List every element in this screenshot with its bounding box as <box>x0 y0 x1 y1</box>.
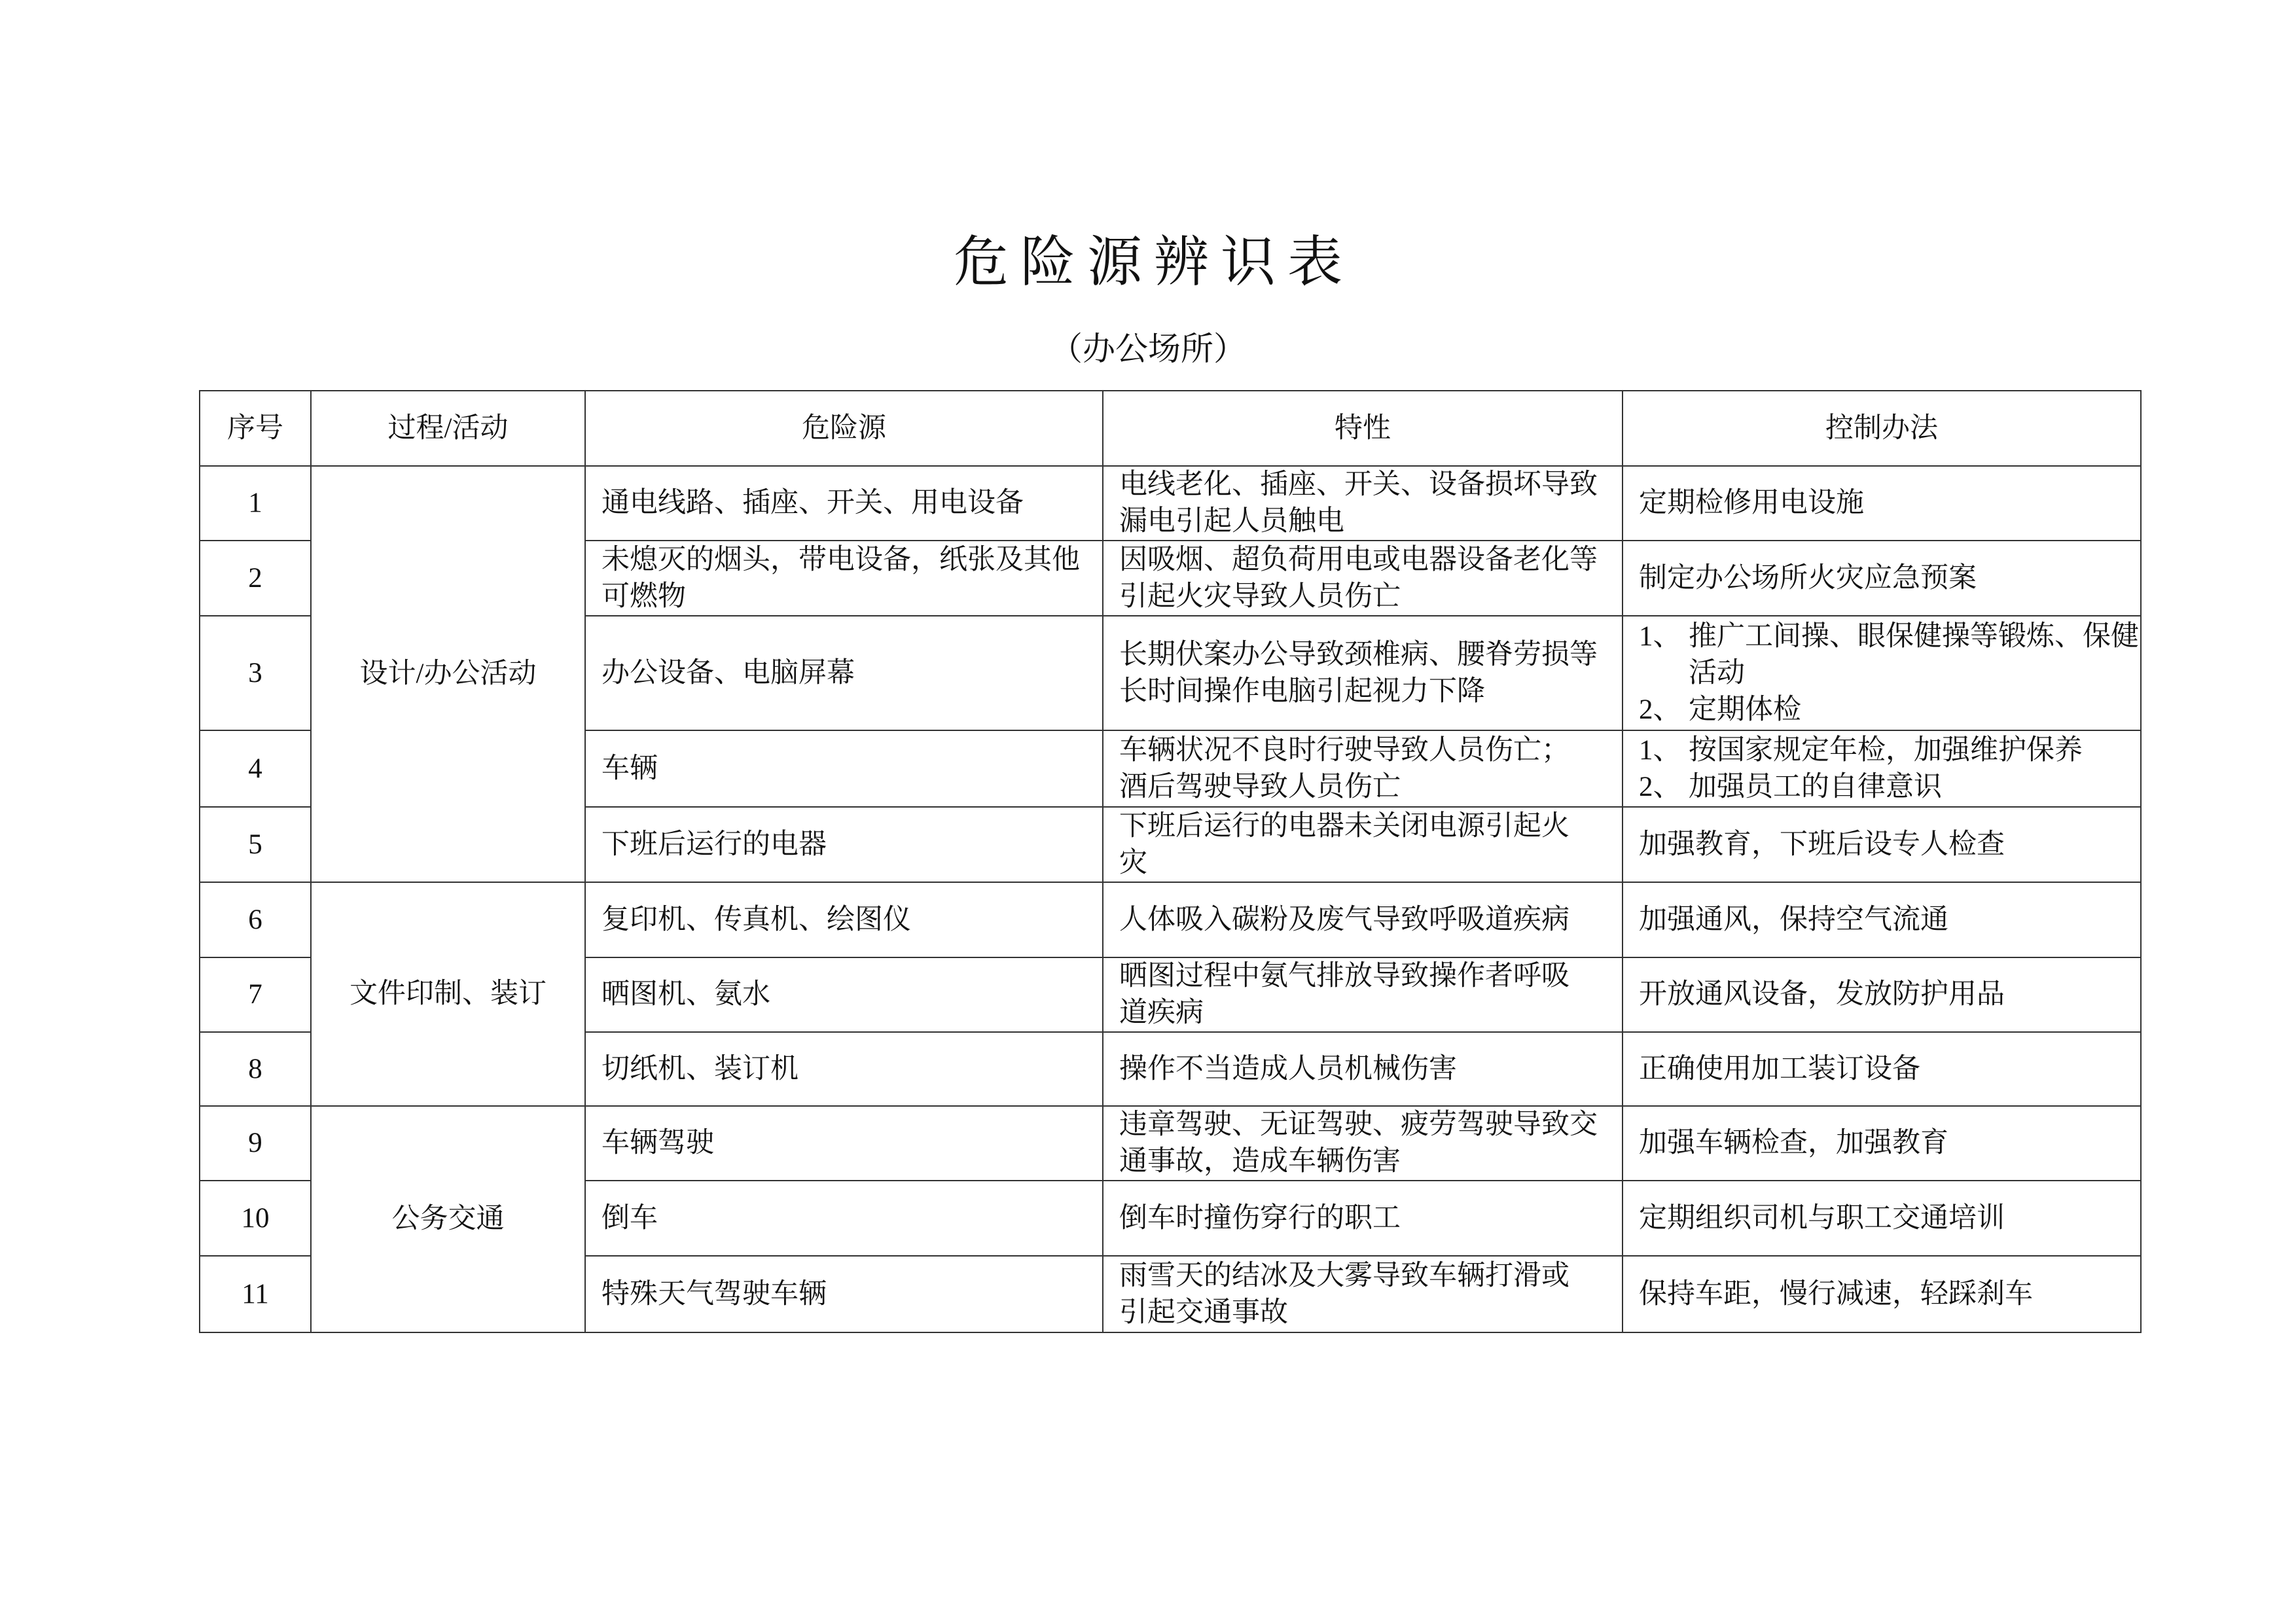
seq-cell: 6 <box>200 882 311 957</box>
control-cell: 正确使用加工装订设备 <box>1623 1032 2141 1106</box>
header-property: 特性 <box>1103 391 1623 466</box>
header-row <box>200 391 2141 466</box>
list-number: 2、 <box>1639 694 1681 725</box>
list-text: 推广工间操、眼保健操等锻炼、保健 活动 <box>1689 620 2139 688</box>
hazard-cell: 特殊天气驾驶车辆 <box>585 1256 1103 1332</box>
property-cell: 操作不当造成人员机械伤害 <box>1103 1032 1623 1106</box>
hazard-cell: 通电线路、插座、开关、用电设备 <box>585 466 1103 541</box>
list-text: 加强员工的自律意识 <box>1689 771 1942 802</box>
hazard-cell: 办公设备、电脑屏幕 <box>585 616 1103 730</box>
seq-cell: 7 <box>200 957 311 1032</box>
table-row <box>200 466 2141 541</box>
property-cell: 因吸烟、超负荷用电或电器设备老化等 引起火灾导致人员伤亡 <box>1103 541 1623 616</box>
control-cell: 加强车辆检查，加强教育 <box>1623 1106 2141 1181</box>
control-cell: 保持车距，慢行减速，轻踩刹车 <box>1623 1256 2141 1332</box>
seq-cell: 9 <box>200 1106 311 1181</box>
header-process: 过程/活动 <box>311 391 585 466</box>
property-cell: 人体吸入碳粉及废气导致呼吸道疾病 <box>1103 882 1623 957</box>
header-control: 控制办法 <box>1623 391 2141 466</box>
hazard-cell: 倒车 <box>585 1181 1103 1256</box>
list-number: 2、 <box>1639 771 1681 802</box>
hazard-cell: 晒图机、氨水 <box>585 957 1103 1032</box>
control-cell <box>1623 730 2141 807</box>
page-subtitle: （办公场所） <box>1050 330 1246 367</box>
list-number: 1、 <box>1639 734 1681 766</box>
header-hazard: 危险源 <box>585 391 1103 466</box>
seq-cell: 11 <box>200 1256 311 1332</box>
process-cell: 公务交通 <box>311 1106 585 1332</box>
control-list-item <box>1639 769 2134 806</box>
control-cell: 开放通风设备，发放防护用品 <box>1623 957 2141 1032</box>
seq-cell: 8 <box>200 1032 311 1106</box>
control-cell: 定期检修用电设施 <box>1623 466 2141 541</box>
seq-cell: 1 <box>200 466 311 541</box>
seq-cell: 5 <box>200 807 311 882</box>
seq-cell: 3 <box>200 616 311 730</box>
property-cell: 下班后运行的电器未关闭电源引起火 灾 <box>1103 807 1623 882</box>
control-cell: 制定办公场所火灾应急预案 <box>1623 541 2141 616</box>
hazard-cell: 车辆驾驶 <box>585 1106 1103 1181</box>
control-list-item <box>1639 618 2139 692</box>
property-cell: 倒车时撞伤穿行的职工 <box>1103 1181 1623 1256</box>
list-number: 1、 <box>1639 620 1681 652</box>
hazard-cell: 未熄灭的烟头，带电设备，纸张及其他 可燃物 <box>585 541 1103 616</box>
property-cell: 雨雪天的结冰及大雾导致车辆打滑或 引起交通事故 <box>1103 1256 1623 1332</box>
property-cell: 长期伏案办公导致颈椎病、腰脊劳损等 长时间操作电脑引起视力下降 <box>1103 616 1623 730</box>
hazard-cell: 车辆 <box>585 730 1103 807</box>
property-cell: 电线老化、插座、开关、设备损坏导致 漏电引起人员触电 <box>1103 466 1623 541</box>
list-text: 定期体检 <box>1689 694 1801 725</box>
header-seq: 序号 <box>200 391 311 466</box>
seq-cell: 2 <box>200 541 311 616</box>
control-cell: 加强通风，保持空气流通 <box>1623 882 2141 957</box>
control-cell <box>1623 616 2141 730</box>
process-cell: 设计/办公活动 <box>311 466 585 882</box>
property-cell: 违章驾驶、无证驾驶、疲劳驾驶导致交 通事故，造成车辆伤害 <box>1103 1106 1623 1181</box>
control-list-item <box>1639 732 2134 769</box>
seq-cell: 4 <box>200 730 311 807</box>
process-cell: 文件印制、装订 <box>311 882 585 1106</box>
control-cell: 加强教育，下班后设专人检查 <box>1623 807 2141 882</box>
hazard-cell: 下班后运行的电器 <box>585 807 1103 882</box>
property-cell: 车辆状况不良时行驶导致人员伤亡； 酒后驾驶导致人员伤亡 <box>1103 730 1623 807</box>
property-cell: 晒图过程中氨气排放导致操作者呼吸 道疾病 <box>1103 957 1623 1032</box>
table-row <box>200 882 2141 957</box>
hazard-cell: 复印机、传真机、绘图仪 <box>585 882 1103 957</box>
list-text: 按国家规定年检，加强维护保养 <box>1689 734 2083 766</box>
seq-cell: 10 <box>200 1181 311 1256</box>
page-title: 危险源辨识表 <box>953 230 1354 294</box>
table-row <box>200 1106 2141 1181</box>
control-cell: 定期组织司机与职工交通培训 <box>1623 1181 2141 1256</box>
hazard-cell: 切纸机、装订机 <box>585 1032 1103 1106</box>
control-list-item <box>1639 692 2134 728</box>
hazard-table <box>199 390 2142 1333</box>
